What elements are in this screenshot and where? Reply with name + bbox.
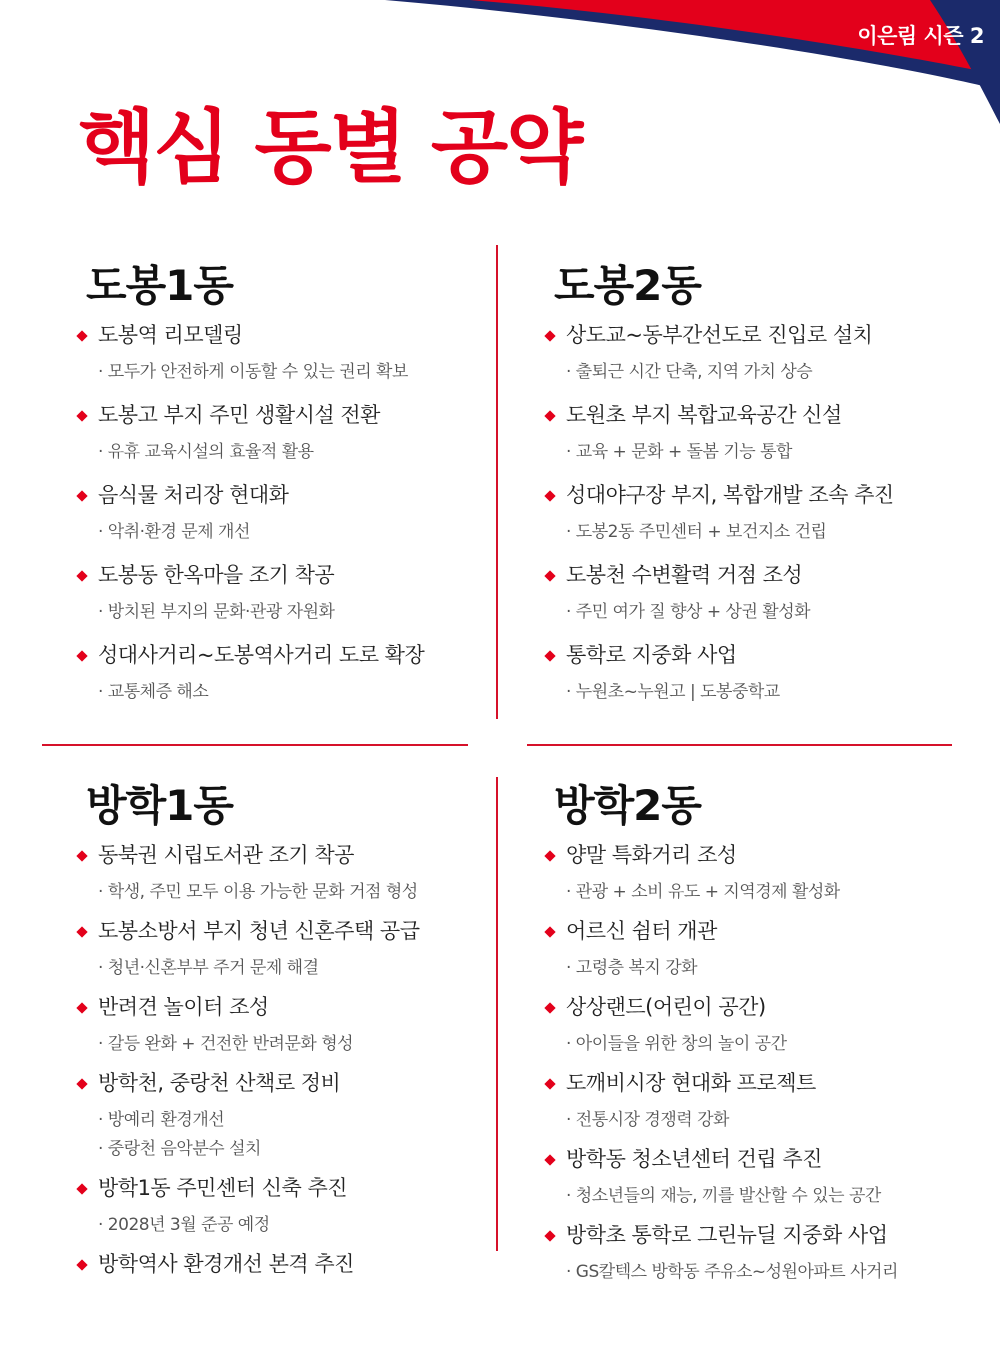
pledge-details (98, 604, 424, 621)
pledge-item (78, 1254, 420, 1275)
pledge-heading (78, 845, 420, 866)
diamond-bullet-icon (76, 850, 87, 861)
pledge-details (98, 1217, 420, 1234)
pledge-item (546, 1225, 898, 1281)
pledge-item (78, 921, 420, 977)
diamond-bullet-icon (76, 330, 87, 341)
pledge-detail: · 중랑천 음악분수 설치 (98, 1139, 261, 1159)
pledge-detail: · 청년·신혼부부 주거 문제 해결 (98, 958, 319, 978)
pledge-title: 도원초 부지 복합교육공간 신설 (566, 403, 842, 427)
pledge-heading (78, 921, 420, 942)
pledge-detail: · GS칼텍스 방학동 주유소~성원아파트 사거리 (566, 1262, 898, 1282)
diamond-bullet-icon (544, 850, 555, 861)
diamond-bullet-icon (76, 926, 87, 937)
pledge-item (78, 405, 424, 461)
pledge-heading (78, 997, 420, 1018)
season-label: 이은림 시즌 2 (857, 24, 984, 48)
diamond-bullet-icon (76, 650, 87, 661)
pledge-title: 도봉천 수변활력 거점 조성 (566, 563, 803, 587)
pledge-detail: · 갈등 완화 + 건전한 반려문화 형성 (98, 1034, 354, 1054)
pledge-heading (78, 1073, 420, 1094)
pledge-details (566, 524, 894, 541)
pledge-title: 음식물 처리장 현대화 (98, 483, 289, 507)
pledge-details (566, 364, 894, 381)
diamond-bullet-icon (544, 410, 555, 421)
pledge-detail: · 2028년 3월 준공 예정 (98, 1215, 270, 1235)
diamond-bullet-icon (76, 570, 87, 581)
pledge-detail: · 유휴 교육시설의 효율적 활용 (98, 442, 314, 462)
section-1 (78, 261, 425, 702)
pledge-heading (546, 565, 894, 586)
pledge-details (98, 960, 420, 977)
diamond-bullet-icon (76, 1002, 87, 1013)
pledge-detail: · 아이들을 위한 창의 놀이 공간 (566, 1034, 787, 1054)
pledge-heading (546, 845, 898, 866)
pledge-details (98, 444, 424, 461)
pledge-title: 성대야구장 부지, 복합개발 조속 추진 (566, 483, 894, 507)
pledge-details (98, 884, 420, 901)
pledge-heading (546, 405, 894, 426)
pledge-details (98, 1112, 420, 1158)
pledge-title: 상도교~동부간선도로 진입로 설치 (566, 323, 873, 347)
pledge-title: 도봉동 한옥마을 조기 착공 (98, 563, 335, 587)
pledge-details (98, 684, 424, 701)
pledge-item (546, 325, 894, 381)
diamond-bullet-icon (76, 490, 87, 501)
pledge-item (78, 997, 420, 1053)
pledge-title: 어르신 쉼터 개관 (566, 919, 717, 943)
pledge-title: 방학초 통학로 그린뉴딜 지중화 사업 (566, 1223, 888, 1247)
pledge-heading (78, 405, 424, 426)
pledge-details (566, 604, 894, 621)
pledge-detail: · 악취·환경 문제 개선 (98, 522, 250, 542)
pledge-title: 방학1동 주민센터 신축 추진 (98, 1176, 348, 1200)
pledge-detail: · 출퇴근 시간 단축, 지역 가치 상승 (566, 362, 813, 382)
pledge-item (78, 845, 420, 901)
pledge-item (78, 565, 424, 621)
pledge-title: 도봉고 부지 주민 생활시설 전환 (98, 403, 380, 427)
pledge-details (98, 1036, 420, 1053)
pledge-title: 도봉소방서 부지 청년 신혼주택 공급 (98, 919, 420, 943)
pledge-detail: · 고령층 복지 강화 (566, 958, 698, 978)
pledge-detail: · 관광 + 소비 유도 + 지역경제 활성화 (566, 882, 840, 902)
pledge-item (546, 997, 898, 1053)
diamond-bullet-icon (544, 650, 555, 661)
pledge-details (566, 1264, 898, 1281)
diamond-bullet-icon (544, 490, 555, 501)
pledge-title: 동북권 시립도서관 조기 착공 (98, 843, 354, 867)
pledge-heading (546, 1225, 898, 1246)
divider-vertical-top (496, 245, 498, 719)
pledge-title: 방학동 청소년센터 건립 추진 (566, 1147, 822, 1171)
pledge-heading (546, 1149, 898, 1170)
pledge-detail: · 도봉2동 주민센터 + 보건지소 건립 (566, 522, 827, 542)
pledge-detail: · 누원초~누원고 | 도봉중학교 (566, 682, 780, 702)
pledge-details (566, 1036, 898, 1053)
pledge-item (546, 1073, 898, 1129)
pledge-details (566, 960, 898, 977)
pledge-detail: · 전통시장 경쟁력 강화 (566, 1110, 729, 1130)
pledge-item (546, 921, 898, 977)
pledge-detail: · 교육 + 문화 + 돌봄 기능 통합 (566, 442, 792, 462)
section-3 (78, 781, 420, 1276)
pledge-heading (546, 325, 894, 346)
pledge-detail: · 주민 여가 질 향상 + 상권 활성화 (566, 602, 811, 622)
diamond-bullet-icon (544, 1154, 555, 1165)
pledge-item (78, 485, 424, 541)
pledge-title: 성대사거리~도봉역사거리 도로 확장 (98, 643, 425, 667)
pledge-details (566, 444, 894, 461)
diamond-bullet-icon (76, 1078, 87, 1089)
pledge-title: 반려견 놀이터 조성 (98, 995, 269, 1019)
pledge-detail: · 방예리 환경개선 (98, 1110, 225, 1130)
pledge-item (546, 845, 898, 901)
diamond-bullet-icon (544, 926, 555, 937)
diamond-bullet-icon (544, 1002, 555, 1013)
pledge-details (566, 1112, 898, 1129)
pledge-detail: · 모두가 안전하게 이동할 수 있는 권리 확보 (98, 362, 408, 382)
pledge-heading (78, 485, 424, 506)
diamond-bullet-icon (76, 1183, 87, 1194)
pledge-item (546, 1149, 898, 1205)
diamond-bullet-icon (544, 570, 555, 581)
pledge-details (566, 1188, 898, 1205)
pledge-item (546, 645, 894, 701)
pledge-details (566, 884, 898, 901)
pledge-heading (546, 921, 898, 942)
section-title: 도봉2동 (554, 261, 701, 310)
pledge-title: 통학로 지중화 사업 (566, 643, 737, 667)
pledge-title: 도봉역 리모델링 (98, 323, 243, 347)
pledge-title: 방학역사 환경개선 본격 추진 (98, 1252, 354, 1276)
pledge-item (78, 1073, 420, 1158)
pledge-heading (78, 325, 424, 346)
pledge-heading (546, 997, 898, 1018)
pledge-title: 방학천, 중랑천 산책로 정비 (98, 1071, 341, 1095)
pledge-title: 상상랜드(어린이 공간) (566, 995, 766, 1019)
diamond-bullet-icon (76, 410, 87, 421)
diamond-bullet-icon (76, 1259, 87, 1270)
pledge-heading (546, 485, 894, 506)
pledge-heading (546, 645, 894, 666)
pledge-item (78, 645, 424, 701)
pledge-title: 도깨비시장 현대화 프로젝트 (566, 1071, 816, 1095)
pledge-item (546, 405, 894, 461)
pledge-heading (546, 1073, 898, 1094)
pledge-item (78, 325, 424, 381)
pledge-details (566, 684, 894, 701)
pledge-heading (78, 1254, 420, 1275)
pledge-detail: · 청소년들의 재능, 끼를 발산할 수 있는 공간 (566, 1186, 881, 1206)
pledge-item (546, 565, 894, 621)
diamond-bullet-icon (544, 1230, 555, 1241)
pledge-details (98, 524, 424, 541)
pledge-item (78, 1178, 420, 1234)
divider-horizontal-left (42, 744, 468, 746)
pledge-detail: · 교통체증 해소 (98, 682, 209, 702)
section-title: 방학1동 (86, 781, 233, 830)
pledge-title: 양말 특화거리 조성 (566, 843, 737, 867)
pledge-item (546, 485, 894, 541)
pledge-detail: · 방치된 부지의 문화·관광 자원화 (98, 602, 335, 622)
diamond-bullet-icon (544, 1078, 555, 1089)
divider-vertical-bottom (496, 777, 498, 1251)
section-title: 방학2동 (554, 781, 701, 830)
divider-horizontal-right (527, 744, 952, 746)
pledge-heading (78, 1178, 420, 1199)
section-2 (546, 261, 894, 702)
section-4 (546, 781, 898, 1282)
diamond-bullet-icon (544, 330, 555, 341)
page-title: 핵심 동별 공약 (78, 101, 582, 194)
section-title: 도봉1동 (86, 261, 233, 310)
pledge-heading (78, 565, 424, 586)
pledge-heading (78, 645, 424, 666)
pledge-detail: · 학생, 주민 모두 이용 가능한 문화 거점 형성 (98, 882, 418, 902)
pledge-details (98, 364, 424, 381)
